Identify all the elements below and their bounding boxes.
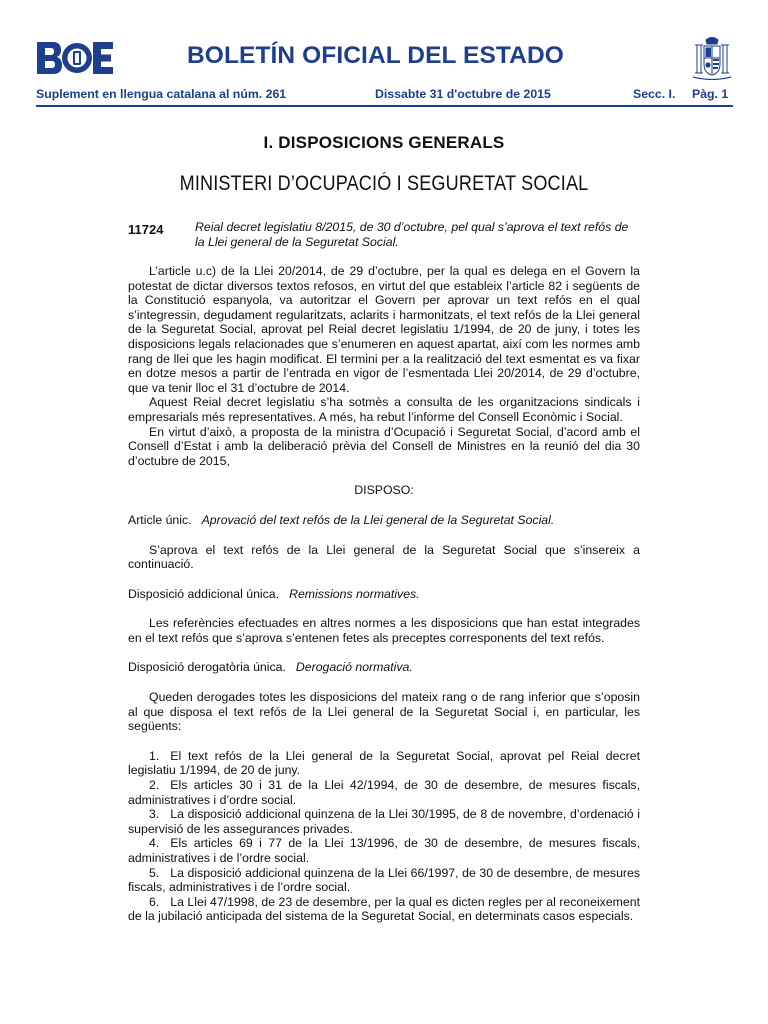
list-item [128,866,640,895]
ministry-heading: MINISTERI D’OCUPACIÓ I SEGURETAT SOCIAL [179,172,589,195]
document-number: 11724 [128,222,164,237]
list-item-number: 2. [149,778,160,793]
list-item-text: Els articles 30 i 31 de la Llei 42/1994, de 30 de desembre, de mesures fiscals, administratives i d’ordre social. [128,778,640,807]
list-item [128,807,640,836]
repeal-label: Disposició derogatòria única. [128,660,286,675]
supplement-label: Suplement en llengua catalana al núm. 261 [36,87,287,101]
document-title: Reial decret legislatiu 8/2015, de 30 d’octubre, pel qual s’aprova el text refós de la Llei general de la Seguretat Social. [195,220,629,249]
page-header [36,87,733,105]
list-item [128,749,640,778]
header-rule [36,105,733,107]
coat-of-arms-icon [691,36,733,80]
list-item-text: Els articles 69 i 77 de la Llei 13/1996, de 30 de desembre, de mesures fiscals, administratives i de l’ordre social. [128,836,640,865]
additional-label: Disposició addicional única. [128,586,280,601]
document-body [128,264,640,924]
list-item-number: 6. [149,894,160,909]
additional-text: Les referències efectuades en altres normes a les disposicions que han estat integrades en el text refós que s’aprova s’entenen fetes als preceptes corresponents del text refós. [128,616,640,645]
list-item [128,836,640,865]
page-number: Pàg. 1 [692,87,729,101]
article-title: Aprovació del text refós de la Llei general de la Seguretat Social. [201,512,555,527]
list-item-text: El text refós de la Llei general de la Seguretat Social, aprovat pel Reial decret legislatiu 1/1994, de 20 de juny. [128,748,640,778]
additional-heading [128,587,640,602]
preamble-paragraph: L’article u.c) de la Llei 20/2014, de 29 d’octubre, per la qual es delega en el Govern la potestat de dictar diversos textos refosos, en virtut del que estableix l’article 82 i següents de la Constitució espanyola, va autoritzar el Govern per aprovar un text refós en el qual s’integressin, degudament regularitzats, aclarits i harmonitzats, el text refós de la Llei general de la Seguretat Social, aprovat pel Reial decret legislatiu 1/1994, de 20 de juny, i totes les disposicions legals relacionades que s’enumeren en aquest apartat, així com les normes amb rang de llei que les hagin modificat. El termini per a la realització del text esmentat es va fixar en dotze mesos a partir de l’entrada en vigor de l’esmentada Llei 20/2014, de 29 d’octubre, que va tenir lloc el 31 d’octubre de 2014. [128,264,640,395]
list-item-number: 4. [149,836,160,851]
list-item-text: La disposició addicional quinzena de la Llei 30/1995, de 8 de novembre, d’ordenació i supervisió de les assegurances privades. [128,807,640,836]
list-item [128,895,640,924]
issue-date: Dissabte 31 d'octubre de 2015 [375,87,551,101]
additional-title: Remissions normatives. [289,586,420,601]
repeal-title: Derogació normativa. [295,660,413,675]
article-text: S’aprova el text refós de la Llei general de la Seguretat Social que s’insereix a continuació. [128,542,640,572]
list-item-text: La disposició addicional quinzena de la Llei 66/1997, de 30 de desembre, de mesures fiscals, administratives i de l’ordre social. [128,865,640,895]
article-heading [128,513,640,528]
repeal-heading [128,660,640,675]
boe-logo [37,42,113,74]
disposo-heading: DISPOSO: [354,483,414,498]
masthead-title: BOLETÍN OFICIAL DEL ESTADO [187,42,564,69]
preamble-paragraph: En virtut d’això, a proposta de la ministra d’Ocupació i Seguretat Social, d’acord amb el Consell d’Estat i amb la deliberació prèvia del Consell de Ministres en la reunió del dia 30 d’octubre de 2015, [128,424,640,468]
section-label: Secc. I. [633,87,676,101]
list-item-text: La Llei 47/1998, de 23 de desembre, per la qual es dicten regles per al reconeixement de la jubilació anticipada del sistema de la Seguretat Social, en determinats casos especials. [128,894,640,924]
list-item-number: 3. [149,807,160,822]
article-label: Article únic. [128,512,192,527]
list-item [128,778,640,807]
list-item-number: 5. [149,865,160,880]
section-heading: I. DISPOSICIONS GENERALS [263,133,505,152]
preamble-paragraph: Aquest Reial decret legislatiu s’ha sotmès a consulta de les organitzacions sindicals i empresarials més representatives. A més, ha rebut l’informe del Consell Econòmic i Social. [128,395,640,424]
list-item-number: 1. [149,748,160,763]
repeal-text: Queden derogades totes les disposicions del mateix rang o de rang inferior que s’oposin al que disposa el text refós de la Llei general de la Seguretat Social i, en particular, les següents: [128,690,640,734]
